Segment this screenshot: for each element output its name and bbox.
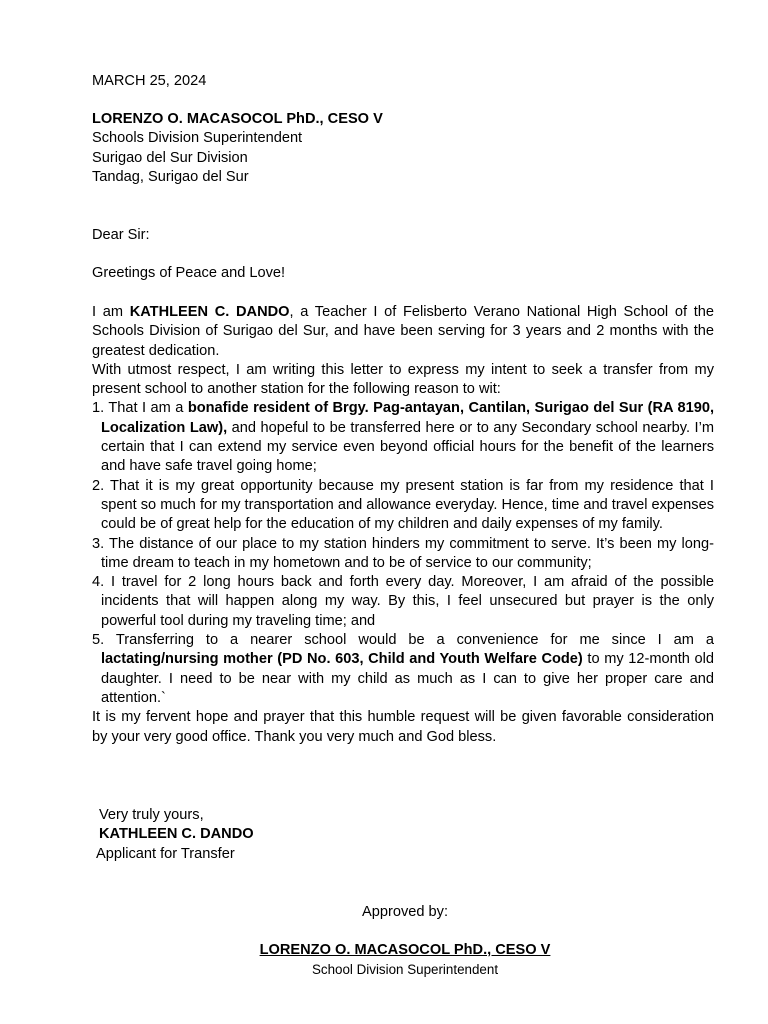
teacher-name: KATHLEEN C. DANDO <box>129 304 290 320</box>
intro-paragraph <box>92 303 714 361</box>
letter-body <box>92 303 714 747</box>
recipient-address: Tandag, Surigao del Sur <box>92 169 249 185</box>
approver-name: LORENZO O. MACASOCOL PhD., CESO V <box>259 942 551 958</box>
reason-5-post: to my 12-month old daughter. I need to be near with my child as much as I can to give her proper care and attention.` <box>101 651 714 706</box>
salutation: Dear Sir: <box>92 227 150 243</box>
signatory-role: Applicant for Transfer <box>96 846 235 862</box>
reason-5-pre: 5. Transferring to a nearer school would be a convenience for me since I am a <box>92 632 714 649</box>
approver-title: School Division Superintendent <box>311 962 499 977</box>
reason-5 <box>92 631 714 708</box>
reason-1-pre: 1. That I am a <box>92 400 188 417</box>
signatory-name: KATHLEEN C. DANDO <box>99 826 254 842</box>
greeting: Greetings of Peace and Love! <box>92 265 286 281</box>
reason-5-bold: lactating/nursing mother (PD No. 603, Child and Youth Welfare Code) <box>101 651 583 668</box>
intent-paragraph: With utmost respect, I am writing this letter to express my intent to seek a transfer from my present school to another station for the following reason to wit: <box>92 361 714 398</box>
recipient-title: Schools Division Superintendent <box>92 130 303 146</box>
reason-2: 2. That it is my great opportunity because my present station is far from my residence that I spent so much for my transportation and allowance everyday. Hence, time and travel expenses could be of great help for the education of my children and daily expenses of my family. <box>92 477 714 533</box>
reason-1-bold: bonafide resident of Brgy. Pag-antayan, Cantilan, Surigao del Sur (RA 8190, Localization Law), <box>101 400 715 436</box>
recipient-division: Surigao del Sur Division <box>92 150 248 166</box>
closing-paragraph: It is my fervent hope and prayer that this humble request will be given favorable consideration by your very good office. Thank you very much and God bless. <box>92 709 714 745</box>
reason-3: 3. The distance of our place to my station hinders my commitment to serve. It’s been my long-time dream to teach in my hometown and to be of service to our community; <box>92 535 714 571</box>
letter-date: MARCH 25, 2024 <box>92 73 207 89</box>
approved-by-label: Approved by: <box>362 904 448 920</box>
reason-1-post: and hopeful to be transferred here or to any Secondary school nearby. I’m certain that I can extend my service even beyond official hours for the benefit of the learners and have safe travel going home; <box>101 419 715 475</box>
reason-4: 4. I travel for 2 long hours back and forth every day. Moreover, I am afraid of the possible incidents that will happen along my way. By this, I feel unsecured but prayer is the only powerful tool during my traveling time; and <box>92 574 714 629</box>
recipient-name: LORENZO O. MACASOCOL PhD., CESO V <box>92 111 383 127</box>
reason-1 <box>92 399 714 476</box>
intro-post: , a Teacher I of Felisberto Verano National High School of the Schools Division of Surigao del Sur, and have been serving for 3 years and 2 months with the greatest dedication. <box>92 304 714 359</box>
approver-name-wrap <box>0 941 768 960</box>
closing-phrase: Very truly yours, <box>99 807 204 823</box>
intro-pre: I am <box>92 304 130 320</box>
